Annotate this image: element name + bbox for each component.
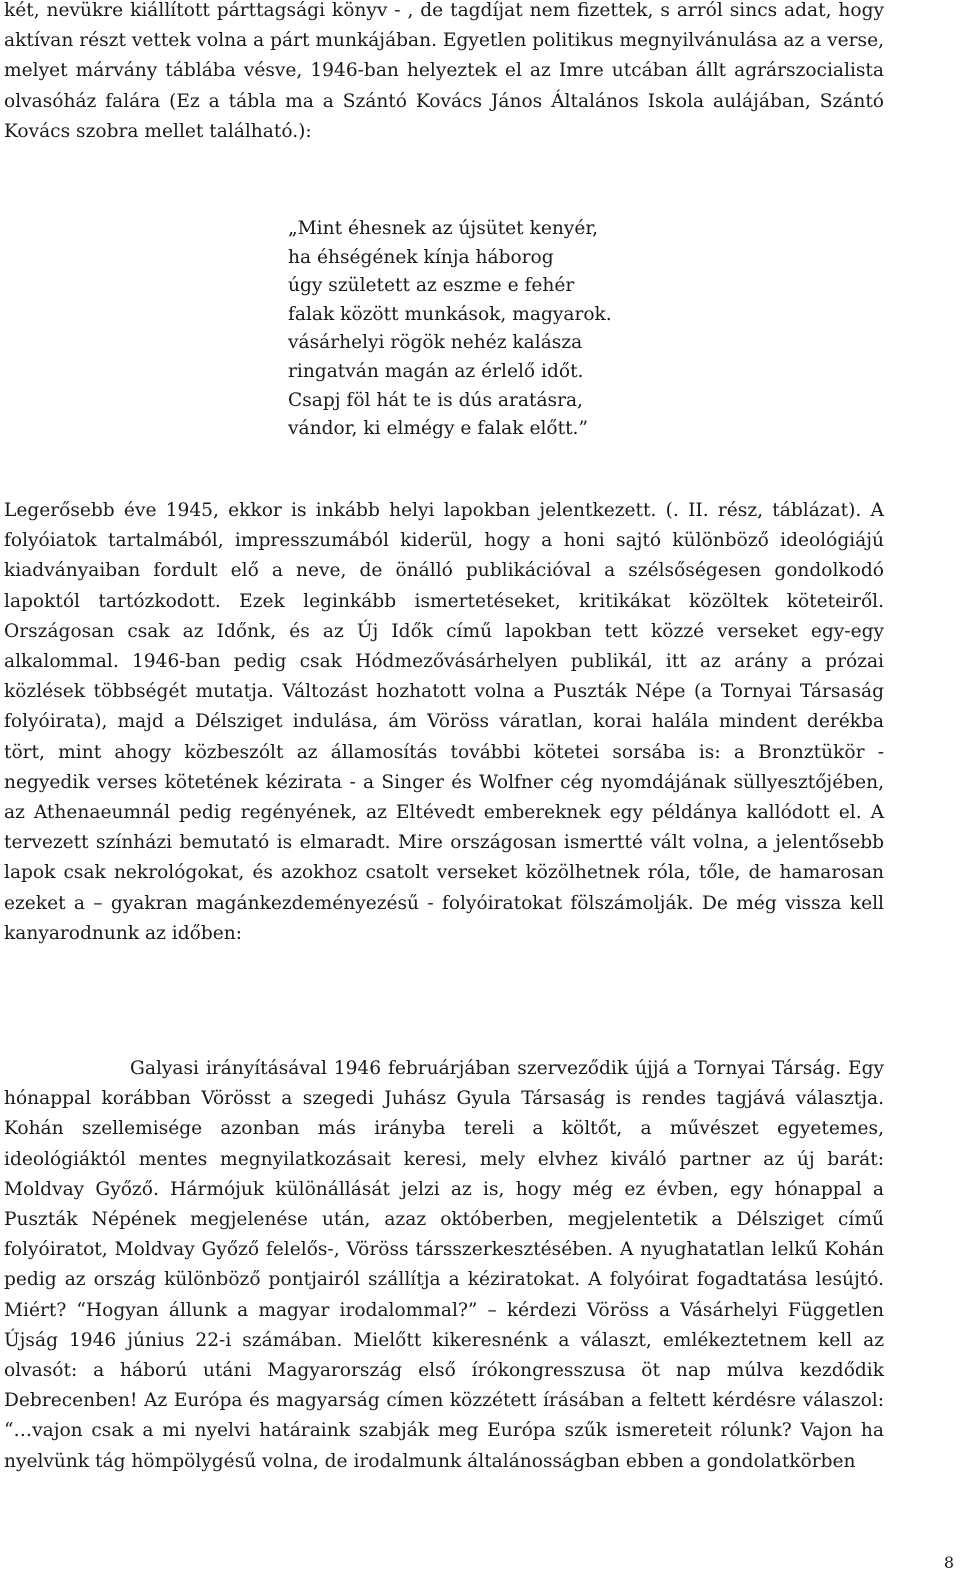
poem-line: ha éhségének kínja háborog <box>288 246 554 268</box>
paragraph-publications: Legerősebb éve 1945, ekkor is inkább helyi lapokban jelentkezett. (. II. rész, táblázat). A folyóiatok tartalmából, impresszumából kiderül, hogy a honi sajtó különböző ideológiájú kiadványaiban fordult elő a neve, de önálló publikációval a szélsőségesen gondolkodó lapoktól tartózkodott. Ezek leginkább ismertetéseket, kritikákat közöltek köteteiről. Országosan csak az Időnk, és az Új Idők című lapokban tett közzé verseket egy-egy alkalommal. 1946-ban pedig csak Hódmezővásárhelyen publikál, itt az arány a prózai közlések többségét mutatja. Változást hozhatott volna a Puszták Népe (a Tornyai Társaság folyóirata), majd a Délsziget indulása, ám Vöröss váratlan, korai halála mindent derékba tört, mint ahogy közbeszólt az államosítás további kötetei sorsába is: a Bronztükör - negyedik verses kötetének kézirata - a Singer és Wolfner cég nyomdájának süllyesztőjében, az Athenaeumnál pedig regényének, az Eltévedt embereknek egy példánya kallódott el. A tervezett színházi bemutató is elmaradt. Mire országosan ismertté vált volna, a jelentősebb lapok csak nekrológokat, és azokhoz csatolt verseket közölhetnek róla, tőle, de hamarosan ezeket a – gyakran magánkezdeményezésű - folyóiratokat fölszámolják. De még vissza kell kanyarodnunk az időben: <box>4 500 884 944</box>
poem-line: „Mint éhesnek az újsütet kenyér, <box>288 218 599 239</box>
poem-line: vándor, ki elmégy e falak előtt.” <box>288 418 588 440</box>
poem-line: falak között munkások, magyarok. <box>288 303 612 325</box>
page-number: 8 <box>943 1553 954 1572</box>
poem-line: úgy született az eszme e fehér <box>288 275 575 297</box>
paragraph-tornyai-society: Galyasi irányításával 1946 februárjában szerveződik újjá a Tornyai Társág. Egy hónappal korábban Vörösst a szegedi Juhász Gyula Társaság is rendes tagjává választja. Kohán szellemisége azonban más irányba tereli a költőt, a művészet egyetemes, ideológiáktól mentes megnyilatkozásait keresi, mely elvhez kiváló partner az új barát: Moldvay Győző. Hármójuk különállását jelzi az is, hogy még ez évben, egy hónappal a Puszták Népének megjelenése után, azaz októberben, megjelentetik a Délsziget című folyóiratot, Moldvay Győző felelős-, Vöröss társszerkesztésében. A nyughatatlan lelkű Kohán pedig az ország különböző pontjairól szállítja a kéziratokat. A folyóirat fogadtatása lesújtó. Miért? “Hogyan állunk a magyar irodalommal?” – kérdezi Vöröss a Vásárhelyi Független Újság 1946 június 22-i számában. Mielőtt kikeresnénk a választ, emlékeztetnem kell az olvasót: a háború utáni Magyarország első írókongresszusa öt nap múlva kezdődik Debrecenben! Az Európa és magyarság címen közzétett írásában a feltett kérdésre válaszol: “…vajon csak a mi nyelvi határaink szabják meg Európa szűk ismereteit rólunk? Vajon ha nyelvünk tág hömpölygésű volna, de irodalmunk általánosságban ebben a gondolatkörben <box>4 1058 884 1472</box>
poem-quote <box>288 215 612 444</box>
poem-line: Csapj föl hát te is dús aratásra, <box>288 389 583 411</box>
paragraph-intro: két, nevükre kiállított párttagsági könyv - , de tagdíjat nem fizettek, s arról sincs adat, hogy aktívan részt vettek volna a párt munkájában. Egyetlen politikus megnyilvánulása az a verse, melyet márvány táblába vésve, 1946-ban helyeztek el az Imre utcában állt agrárszocialista olvasóház falára (Ez a tábla ma a Szántó Kovács János Általános Iskola aulájában, Szántó Kovács szobra mellet található.): <box>4 0 884 142</box>
poem-line: ringatván magán az érlelő időt. <box>288 360 584 382</box>
poem-line: vásárhelyi rögök nehéz kalásza <box>288 332 583 354</box>
